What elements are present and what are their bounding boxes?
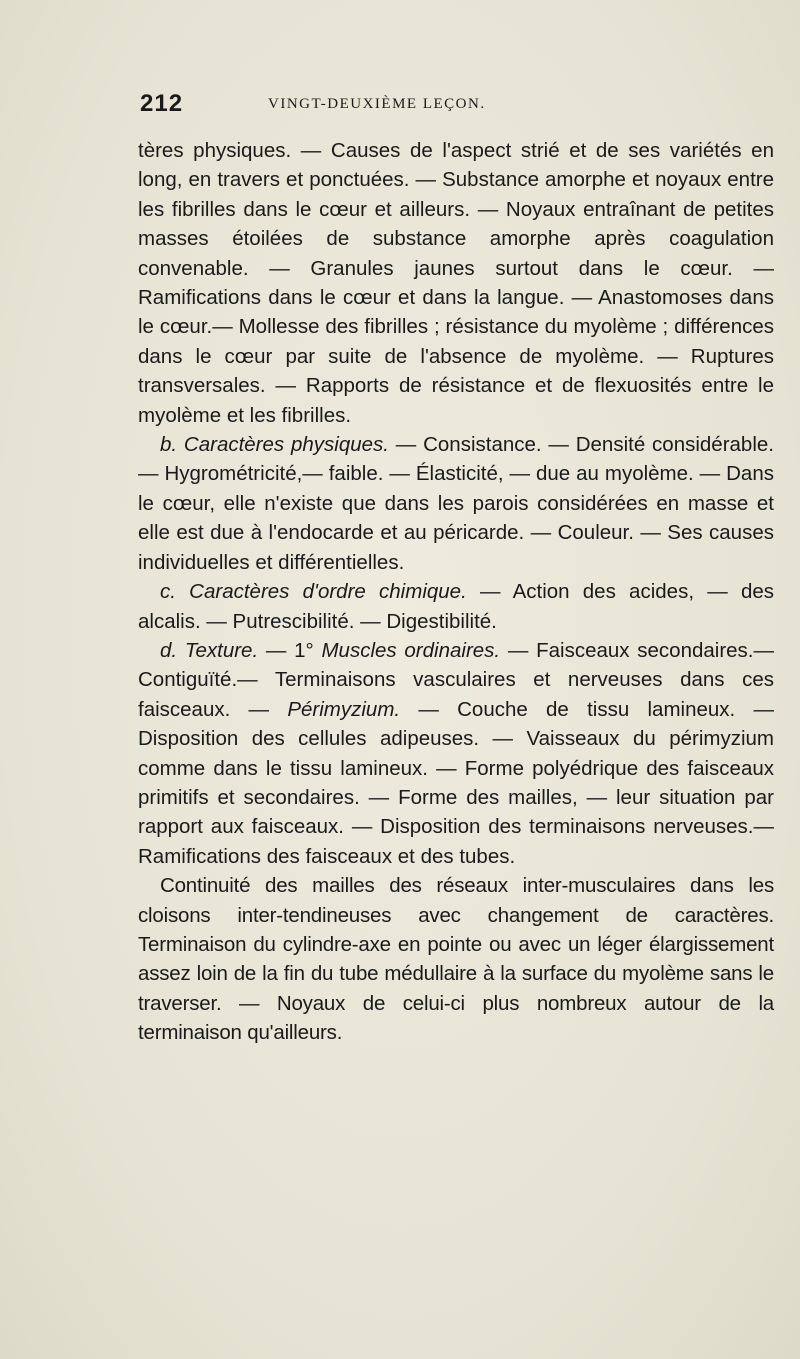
chapter-title: VINGT-DEUXIÈME LEÇON. [268,96,486,112]
paragraph-4-text-b: — Faisceaux secondaires.— Contiguïté.— Terminaisons vasculaires et nerveuses dans ces faisceaux. — [138,638,775,721]
paragraph-1-text: tères physiques. — Causes de l'aspect strié et de ses variétés en long, en travers et ponctuées. — Substance amorphe et noyaux entre les fibrilles dans le cœur et ailleurs. — Noyaux entraînant de petites masses étoilées de substance amorphe après coagulation convenable. — Granules jaunes surtout dans le cœur. — Ramifications dans le cœur et dans la langue. — Anastomoses dans le cœur.— Mollesse des fibrilles ; résistance du myolème ; différences dans le cœur par suite de l'absence de myolème. — Ruptures transversales. — Rapports de résistance et de flexuosités entre le myolème et les fibrilles. [138,139,774,427]
paragraph-4-term: Périmyzium. [287,697,401,721]
paragraph-3-heading: c. Caractères d'ordre chimique. [160,580,467,604]
paragraph-3 [138,577,774,636]
paragraph-5 [138,871,774,1047]
paragraph-5-text: Continuité des mailles des réseaux inter-musculaires dans les cloisons inter-tendineuses avec changement de caractères. Terminaison du cylindre-axe en pointe ou avec un léger élargissement assez loin de la fin du tube médullaire à la surface du myolème sans le traverser. — Noyaux de celui-ci plus nombreux autour de la terminaison qu'ailleurs. [138,874,774,1045]
paragraph-4-heading: d. Texture. [160,638,259,662]
paragraph-2-text: — Consistance. — Densité considérable. — Hygrométricité,— faible. — Élasticité, — due au myolème. — Dans le cœur, elle n'existe que dans les parois considérées en masse et elle est due à l'endocarde et au péricarde. — Couleur. — Ses causes individuelles et différentielles. [138,433,774,574]
paragraph-1 [138,136,774,430]
paragraph-4 [138,636,774,871]
page-number: 212 [140,90,184,117]
paragraph-2 [138,430,774,577]
paragraph-2-heading: b. Caractères physiques. [160,433,389,457]
paragraph-4-text-a: — 1° [258,638,322,662]
paragraph-4-text-c: — Couche de tissu lamineux. — Disposition des cellules adipeuses. — Vaisseaux du périmyzium comme dans le tissu lamineux. — Forme polyédrique des faisceaux primitifs et secondaires. — Forme des mailles, — leur situation par rapport aux faisceaux. — Disposition des terminaisons nerveuses.—Ramifications des faisceaux et des tubes. [138,697,774,868]
paragraph-3-text: — Action des acides, — des alcalis. — Putrescibilité. — Digestibilité. [138,580,775,633]
running-head [140,90,770,120]
body-text [138,136,774,1048]
paragraph-4-subheading: Muscles ordinaires. [321,638,501,662]
